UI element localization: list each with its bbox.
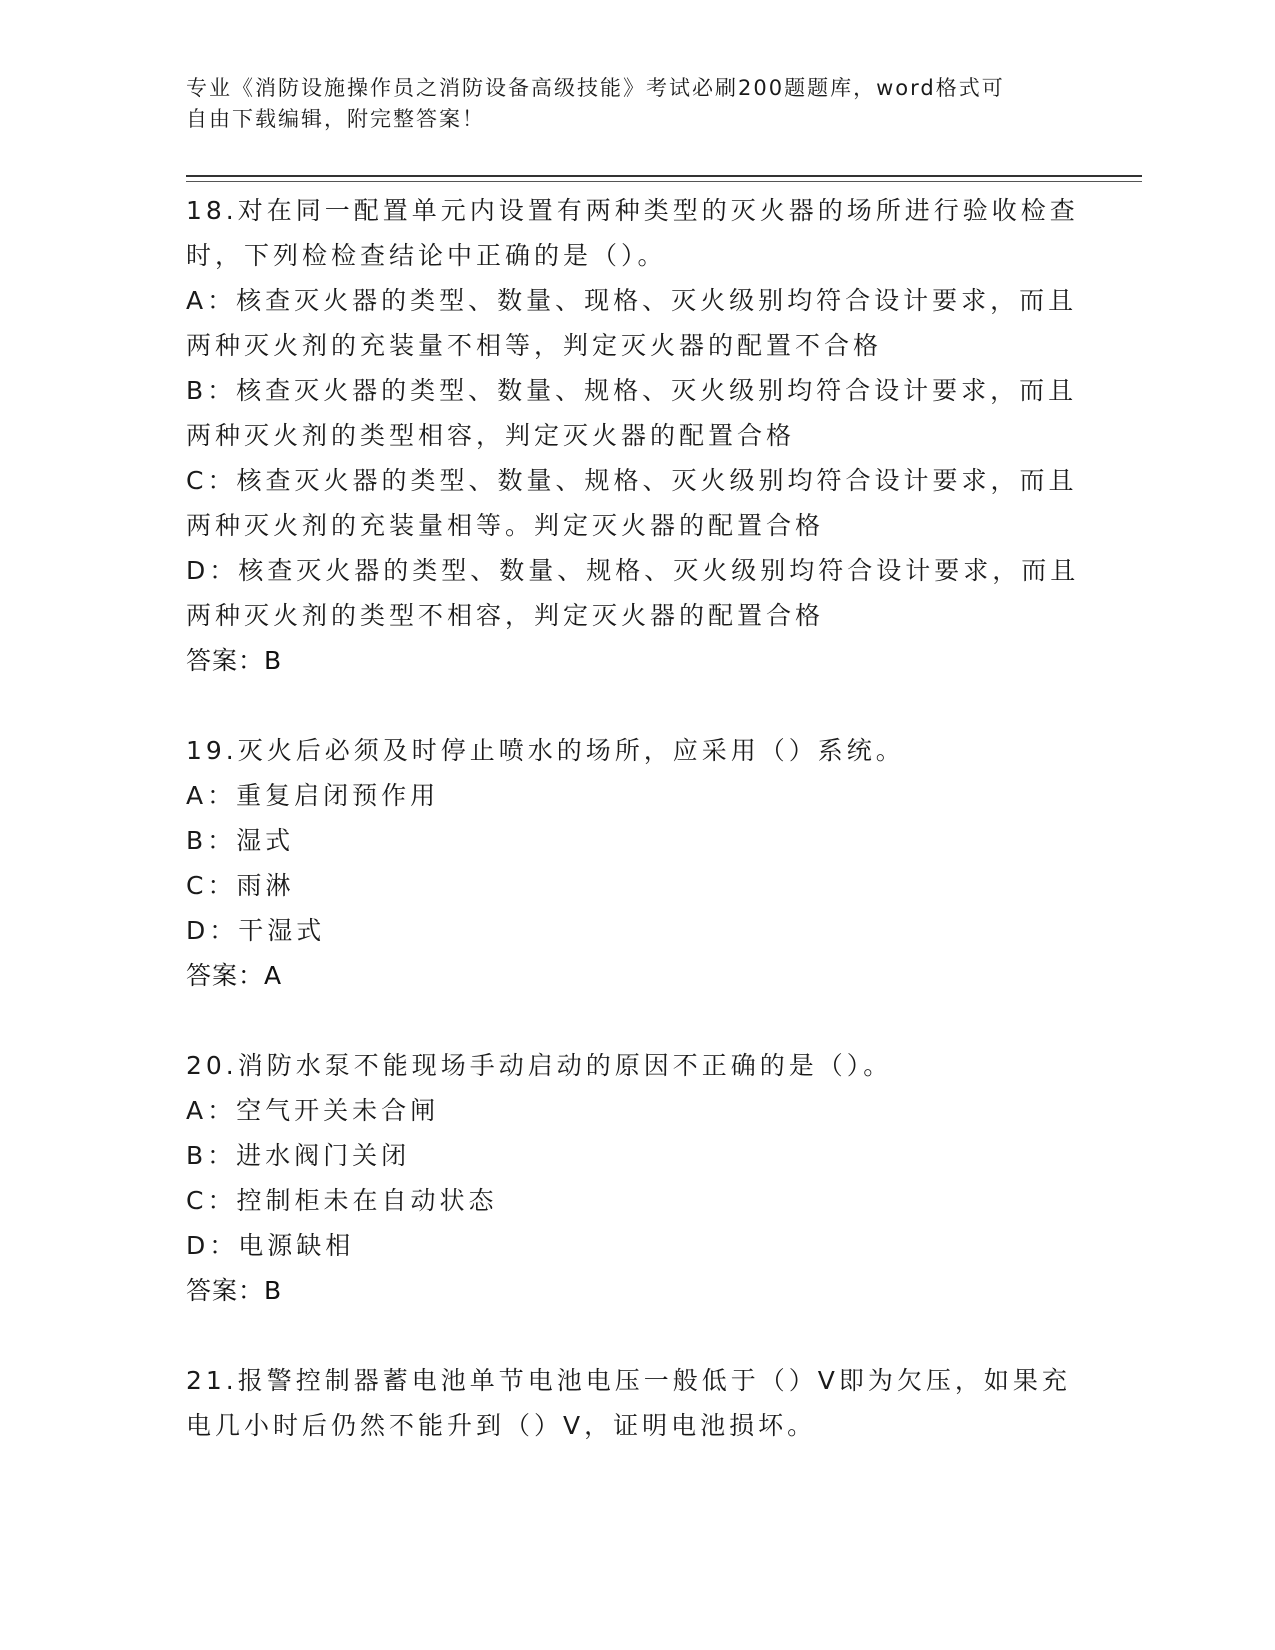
question-stem: 19.灭火后必须及时停止喷水的场所，应采用（）系统。 — [186, 736, 905, 765]
header-divider-thick — [186, 175, 1142, 177]
question-stem: 20.消防水泵不能现场手动启动的原因不正确的是（）。 — [186, 1051, 893, 1080]
document-header — [186, 73, 1066, 135]
option-a: A：空气开关未合闸 — [186, 1096, 440, 1125]
question-stem: 21.报警控制器蓄电池单节电池电压一般低于（）V即为欠压，如果充 — [186, 1366, 1071, 1395]
question-20 — [186, 1043, 1086, 1313]
answer: 答案：B — [186, 1276, 283, 1305]
answer: 答案：B — [186, 646, 283, 675]
header-divider-thin — [186, 181, 1142, 182]
option-c: C：雨淋 — [186, 871, 295, 900]
option-d: D：干湿式 — [186, 916, 326, 945]
question-spacer — [186, 683, 1086, 728]
question-stem-continued: 时，下列检检查结论中正确的是（）。 — [186, 241, 667, 270]
header-line-2: 自由下载编辑，附完整答案！ — [186, 107, 485, 131]
option-d-continued: 两种灭火剂的类型不相容，判定灭火器的配置合格 — [186, 601, 825, 630]
option-c-continued: 两种灭火剂的充装量相等。判定灭火器的配置合格 — [186, 511, 825, 540]
question-stem: 18.对在同一配置单元内设置有两种类型的灭火器的场所进行验收检查 — [186, 196, 1079, 225]
question-19 — [186, 728, 1086, 998]
question-18 — [186, 188, 1086, 683]
option-b: B：湿式 — [186, 826, 295, 855]
option-b: B：进水阀门关闭 — [186, 1141, 411, 1170]
question-list — [186, 188, 1086, 1448]
option-c: C：核查灭火器的类型、数量、规格、灭火级别均符合设计要求，而且 — [186, 466, 1078, 495]
option-b: B：核查灭火器的类型、数量、规格、灭火级别均符合设计要求，而且 — [186, 376, 1078, 405]
question-spacer — [186, 998, 1086, 1043]
option-a: A：重复启闭预作用 — [186, 781, 440, 810]
answer: 答案：A — [186, 961, 283, 990]
option-b-continued: 两种灭火剂的类型相容，判定灭火器的配置合格 — [186, 421, 796, 450]
option-a: A：核查灭火器的类型、数量、现格、灭火级别均符合设计要求，而且 — [186, 286, 1078, 315]
header-line-1: 专业《消防设施操作员之消防设备高级技能》考试必刷200题题库，word格式可 — [186, 76, 1005, 100]
question-21 — [186, 1358, 1086, 1448]
question-spacer — [186, 1313, 1086, 1358]
option-d: D：核查灭火器的类型、数量、规格、灭火级别均符合设计要求，而且 — [186, 556, 1080, 585]
option-a-continued: 两种灭火剂的充装量不相等，判定灭火器的配置不合格 — [186, 331, 883, 360]
option-c: C：控制柜未在自动状态 — [186, 1186, 498, 1215]
option-d: D：电源缺相 — [186, 1231, 355, 1260]
question-stem-continued: 电几小时后仍然不能升到（）V，证明电池损坏。 — [186, 1411, 817, 1440]
